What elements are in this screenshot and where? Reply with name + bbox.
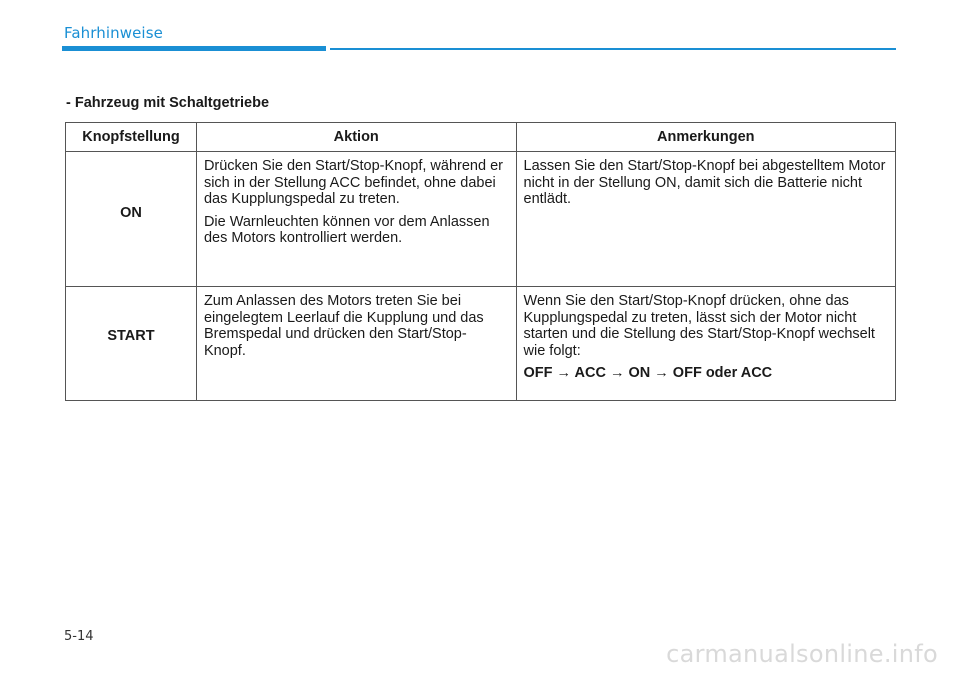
header-rule bbox=[330, 48, 896, 50]
action-text: Die Warnleuchten können vor dem Anlassen des Motors kontrolliert werden. bbox=[203, 213, 490, 246]
column-header-action: Aktion bbox=[196, 123, 516, 152]
position-cell bbox=[66, 152, 197, 287]
switch-sequence: OFF → ACC → ON → OFF oder ACC bbox=[523, 365, 773, 381]
watermark: carmanualsonline.info bbox=[666, 640, 938, 668]
remarks-cell bbox=[516, 152, 895, 287]
column-header-position: Knopfstellung bbox=[66, 123, 197, 152]
remarks-text: Lassen Sie den Start/Stop-Knopf bei abgestelltem Motor nicht in der Stellung ON, damit sich die Batterie nicht entlädt. bbox=[523, 158, 886, 207]
action-text: Drücken Sie den Start/Stop-Knopf, während er sich in der Stellung ACC befindet, ohne dabei das Kupplungspedal zu treten. bbox=[203, 158, 503, 207]
action-cell bbox=[196, 287, 516, 401]
position-on: ON bbox=[120, 204, 142, 221]
action-text: Zum Anlassen des Motors treten Sie bei eingelegtem Leerlauf die Kupplung und das Bremspedal und drücken den Start/Stop-Knopf. bbox=[203, 293, 484, 359]
section-title: Fahrhinweise bbox=[64, 24, 163, 42]
table-subtitle: - Fahrzeug mit Schaltgetriebe bbox=[66, 95, 270, 111]
table-row bbox=[66, 287, 896, 401]
position-cell bbox=[66, 287, 197, 401]
position-start: START bbox=[107, 328, 155, 345]
button-position-table bbox=[65, 122, 896, 401]
page-number: 5-14 bbox=[64, 629, 94, 644]
column-header-remarks: Anmerkungen bbox=[516, 123, 895, 152]
table-header-row bbox=[66, 123, 896, 152]
table-row bbox=[66, 152, 896, 287]
remarks-cell bbox=[516, 287, 895, 401]
header-rule-accent bbox=[62, 46, 326, 51]
action-cell bbox=[196, 152, 516, 287]
remarks-text: Wenn Sie den Start/Stop-Knopf drücken, ohne das Kupplungspedal zu treten, lässt sich der Motor nicht starten und die Stellung des Start/Stop-Knopf wechselt wie folgt: bbox=[523, 293, 875, 359]
